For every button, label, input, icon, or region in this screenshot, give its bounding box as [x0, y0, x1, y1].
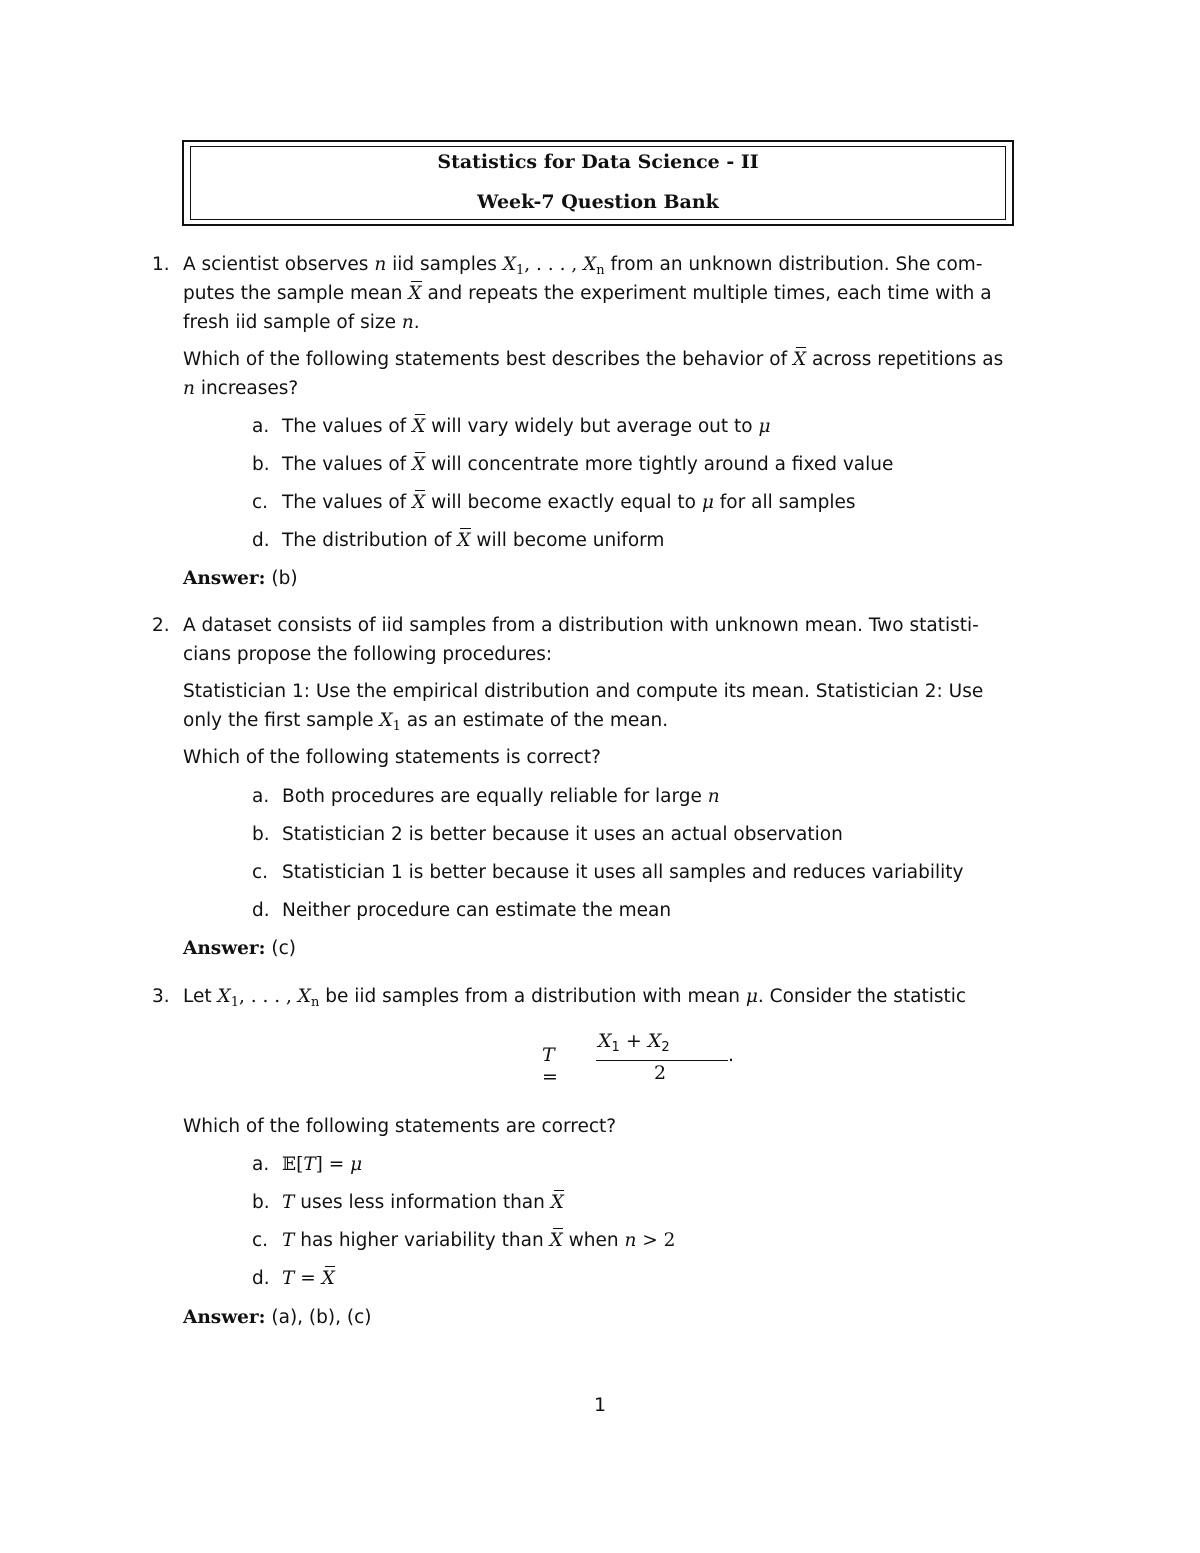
question-1-prompt-line-2 [183, 377, 298, 401]
question-1-option-d[interactable] [252, 529, 664, 553]
answer-label: Answer: [183, 1307, 266, 1328]
question-2-procedure-line-2 [183, 709, 668, 739]
option-text: for all samples [719, 492, 856, 513]
question-1-prompt-line-1 [183, 348, 1003, 372]
option-text: Statistician 2 is better because it uses an actual observation [282, 824, 843, 845]
question-2-stem-line-1: A dataset consists of iid samples from a distribution with unknown mean. Two statisti- [183, 615, 979, 636]
text: from an unknown distribution. She com- [610, 254, 983, 275]
answer-value: (c) [271, 938, 296, 959]
question-1-option-c[interactable] [252, 491, 856, 515]
option-letter: b. [252, 454, 270, 475]
text: as an estimate of the mean. [406, 710, 669, 731]
answer-label: Answer: [183, 568, 266, 589]
text: Which of the following statements best describes the behavior of [183, 349, 788, 370]
math-t: T [282, 1192, 295, 1213]
math-mu: μ [745, 986, 758, 1007]
formula-denominator: 2 [654, 1062, 667, 1084]
question-1-number: 1. [152, 254, 170, 275]
option-text: The distribution of [282, 530, 452, 551]
question-1-option-a[interactable] [252, 415, 771, 439]
option-text: will vary widely but average out to [431, 416, 753, 437]
question-1-stem-line-2 [183, 282, 992, 306]
option-letter: d. [252, 1268, 270, 1289]
math-mu: μ [350, 1154, 363, 1175]
answer-label: Answer: [183, 938, 266, 959]
math-dots: , . . . , [524, 254, 578, 275]
text: increases? [200, 378, 299, 399]
text: be iid samples from a distribution with mean [325, 986, 740, 1007]
option-text: will concentrate more tightly around a fixed value [431, 454, 894, 475]
question-2-prompt: Which of the following statements is correct? [183, 747, 601, 768]
math-n: n [374, 254, 387, 275]
option-text: The values of [282, 492, 407, 513]
question-1-option-b[interactable] [252, 453, 893, 477]
question-3-option-d[interactable] [252, 1267, 335, 1291]
option-letter: d. [252, 530, 270, 551]
option-text: Both procedures are equally reliable for large [282, 786, 702, 807]
page-number: 1 [593, 1394, 607, 1416]
option-letter: b. [252, 1192, 270, 1213]
text: . [413, 312, 420, 333]
math-xbar: X [412, 454, 426, 475]
math-x1: $X_1$ [217, 986, 239, 1010]
question-1-stem-line-3 [183, 311, 420, 335]
math-equals: ] = [315, 1154, 345, 1175]
option-letter: a. [252, 1154, 270, 1175]
question-2-option-d[interactable] [252, 899, 671, 923]
text: . Consider the statistic [757, 986, 967, 1007]
math-mu: μ [758, 416, 771, 437]
math-xbar: X [412, 416, 426, 437]
question-1-answer [183, 567, 298, 591]
question-1-stem-line-1 [183, 253, 982, 283]
math-dots: , . . . , [238, 986, 292, 1007]
option-text: Statistician 1 is better because it uses all samples and reduces variability [282, 862, 964, 883]
question-2-stem-line-2: cians propose the following procedures: [183, 644, 553, 665]
text: iid samples [392, 254, 497, 275]
text: across repetitions as [812, 349, 1004, 370]
math-n: n [401, 312, 414, 333]
math-xbar: X [549, 1230, 563, 1251]
math-xbar: X [408, 283, 422, 304]
page-subtitle: Week-7 Question Bank [477, 191, 719, 213]
option-text: has higher variability than [300, 1230, 544, 1251]
option-letter: b. [252, 824, 270, 845]
option-text: uses less information than [300, 1192, 545, 1213]
option-text: The values of [282, 454, 407, 475]
question-2-number: 2. [152, 615, 170, 636]
course-title: Statistics for Data Science - II [437, 151, 759, 173]
math-n: n [624, 1230, 637, 1251]
question-3-option-c[interactable] [252, 1229, 675, 1253]
question-2-option-a[interactable] [252, 785, 720, 809]
text: only the first sample [183, 710, 374, 731]
fraction-bar [596, 1060, 728, 1061]
math-t: T [282, 1230, 295, 1251]
option-text: will become uniform [476, 530, 665, 551]
math-t: T [303, 1154, 316, 1175]
math-xbar: X [457, 530, 471, 551]
formula-period: . [728, 1044, 735, 1066]
text: fresh iid sample of size [183, 312, 396, 333]
math-xbar: X [412, 492, 426, 513]
math-expectation: 𝔼[ [282, 1154, 304, 1175]
text: A scientist observes [183, 254, 369, 275]
option-letter: d. [252, 900, 270, 921]
option-letter: c. [252, 862, 269, 883]
math-t: T [282, 1268, 295, 1289]
math-xbar: X [550, 1192, 564, 1213]
question-3-prompt: Which of the following statements are correct? [183, 1116, 617, 1137]
text: putes the sample mean [183, 283, 403, 304]
answer-value: (b) [271, 568, 298, 589]
option-letter: a. [252, 786, 270, 807]
math-xbar: X [792, 349, 807, 370]
question-2-option-c[interactable] [252, 861, 963, 885]
math-mu: μ [701, 492, 714, 513]
formula-lhs: T = [542, 1044, 558, 1088]
math-xn: $X_n$ [583, 254, 605, 278]
question-3-option-a[interactable] [252, 1153, 362, 1177]
question-2-option-b[interactable] [252, 823, 843, 847]
question-3-stem [183, 985, 966, 1015]
math-xn: $X_n$ [297, 986, 320, 1010]
question-3-option-b[interactable] [252, 1191, 564, 1215]
question-2-procedure-line-1: Statistician 1: Use the empirical distribution and compute its mean. Statistician 2: Use [183, 681, 984, 702]
math-xbar: X [321, 1268, 335, 1289]
math-n: n [183, 378, 195, 399]
option-text: when [568, 1230, 619, 1251]
text: and repeats the experiment multiple times, each time with a [427, 283, 992, 304]
answer-value: (a), (b), (c) [271, 1307, 372, 1328]
question-2-answer [183, 937, 296, 961]
math-comparison: > 2 [642, 1230, 676, 1251]
text: Let [183, 986, 212, 1007]
option-text: The values of [282, 416, 407, 437]
option-letter: c. [252, 492, 269, 513]
option-letter: a. [252, 416, 270, 437]
option-letter: c. [252, 1230, 269, 1251]
formula-numerator: $X_1 + X_2$ [598, 1030, 670, 1055]
math-x1: $X_1$ [379, 710, 401, 734]
math-n: n [707, 786, 720, 807]
question-3-number: 3. [152, 986, 170, 1007]
option-text: will become exactly equal to [431, 492, 696, 513]
option-text: Neither procedure can estimate the mean [282, 900, 672, 921]
question-3-answer [183, 1306, 371, 1330]
math-x1: $X_1$ [502, 254, 525, 278]
math-equals: = [300, 1268, 316, 1289]
